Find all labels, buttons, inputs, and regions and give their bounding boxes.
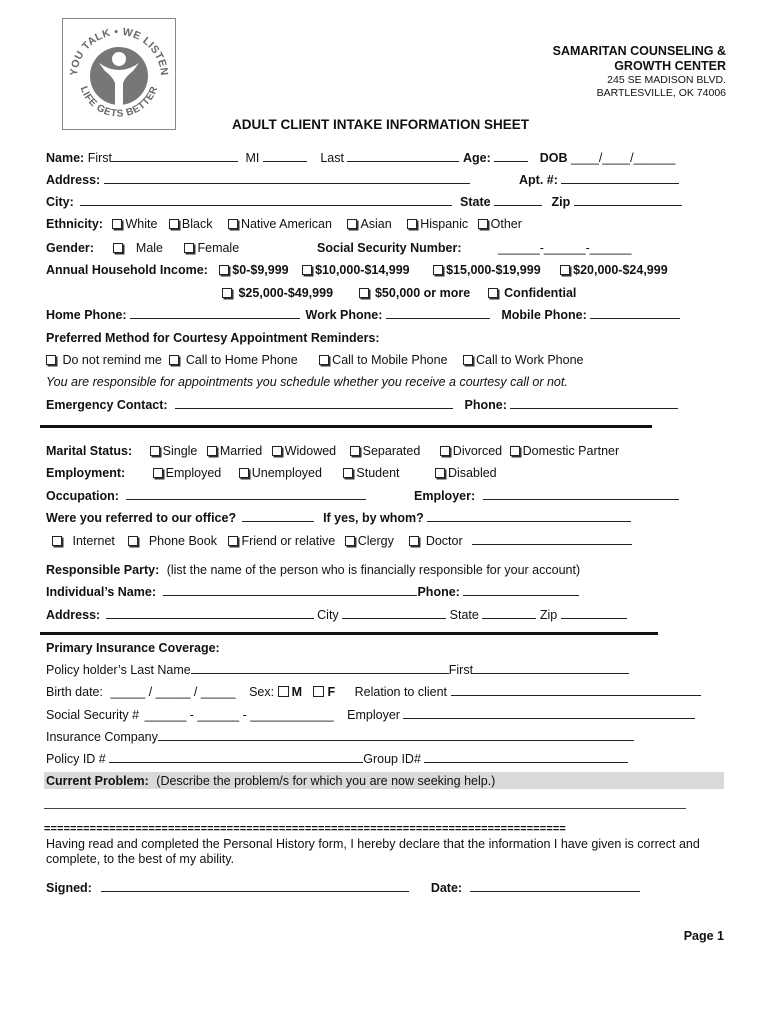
ethnicity-other-label: Other <box>490 217 522 231</box>
income-row2 <box>222 286 576 300</box>
income-15000-19999-label: $15,000-$19,999 <box>446 263 541 277</box>
employment-label: Employment: <box>46 466 126 480</box>
emergency-phone-label: Phone: <box>464 398 507 412</box>
income-25000-49999-checkbox[interactable] <box>222 288 232 298</box>
mi-field[interactable] <box>263 151 307 162</box>
group-id-label: Group ID# <box>363 752 421 766</box>
org-name-line1: SAMARITAN COUNSELING & <box>552 44 726 58</box>
org-name-line2: GROWTH CENTER <box>614 59 726 73</box>
first-name-field[interactable] <box>112 151 238 162</box>
marital-divorced-label: Divorced <box>452 444 503 458</box>
ethnicity-hispanic-checkbox[interactable] <box>407 219 417 229</box>
ins-ssn-label: Social Security # <box>46 708 140 722</box>
work-phone-field[interactable] <box>386 308 490 319</box>
insurance-company-field[interactable] <box>158 730 634 741</box>
gender-female-label: Female <box>197 241 240 255</box>
referred-field[interactable] <box>242 511 314 522</box>
gender-label: Gender: <box>46 241 94 255</box>
rp-state-label: State <box>449 608 479 622</box>
responsible-party-note: (list the name of the person who is financially responsible for your account) <box>166 563 581 577</box>
holder-first-field[interactable] <box>473 663 629 674</box>
individual-phone-field[interactable] <box>463 585 579 596</box>
declaration-text: Having read and completed the Personal History form, I hereby declare that the information I have given is correct and complete, to the best of my ability. <box>46 837 700 866</box>
signature-field[interactable] <box>101 881 409 892</box>
ethnicity-native-american-checkbox[interactable] <box>228 219 238 229</box>
dob-field[interactable]: ____/____/______ <box>571 151 676 165</box>
income-confidential-checkbox[interactable] <box>488 288 498 298</box>
birth-date-label: Birth date: <box>46 685 103 699</box>
current-problem-label: Current Problem: <box>46 774 149 788</box>
mi-label: MI <box>245 151 260 165</box>
ethnicity-row <box>46 217 522 231</box>
age-label: Age: <box>463 151 491 165</box>
zip-field[interactable] <box>574 195 682 206</box>
section-divider-2 <box>40 632 658 635</box>
rp-city-field[interactable] <box>342 608 446 619</box>
income-10000-14999-checkbox[interactable] <box>302 265 312 275</box>
date-field[interactable] <box>470 881 640 892</box>
ins-employer-field[interactable] <box>403 708 695 719</box>
last-name-field[interactable] <box>347 151 459 162</box>
holder-last-name-field[interactable] <box>191 663 449 674</box>
income-50000-more-label: $50,000 or more <box>374 286 471 300</box>
marital-domestic-partner-label: Domestic Partner <box>522 444 620 458</box>
employment-student-label: Student <box>356 466 400 480</box>
work-phone-label: Work Phone: <box>305 308 383 322</box>
referral-phone-book-label: Phone Book <box>148 534 217 548</box>
reminder-work-label: Call to Work Phone <box>476 353 584 367</box>
marital-divorced-checkbox[interactable] <box>440 446 450 456</box>
individual-name-label: Individual’s Name: <box>46 585 156 599</box>
ssn-label: Social Security Number: <box>317 241 462 255</box>
sex-f-checkbox[interactable] <box>313 686 324 697</box>
state-label: State <box>460 195 491 209</box>
ethnicity-white-checkbox[interactable] <box>112 219 122 229</box>
ethnicity-native-american-label: Native American <box>240 217 332 231</box>
referral-doctor-field[interactable] <box>472 534 632 545</box>
gender-male-checkbox[interactable] <box>113 243 123 253</box>
employment-unemployed-label: Unemployed <box>251 466 322 480</box>
logo-slogan-top: YOU TALK • WE LISTEN <box>67 25 171 77</box>
referral-clergy-checkbox[interactable] <box>345 536 355 546</box>
ethnicity-hispanic-label: Hispanic <box>420 217 469 231</box>
referral-clergy-label: Clergy <box>357 534 394 548</box>
reminder-row <box>46 353 583 367</box>
marital-married-label: Married <box>219 444 263 458</box>
sex-f-label: F <box>327 685 336 699</box>
date-label: Date: <box>430 881 463 895</box>
name-row <box>46 151 459 165</box>
page-number: Page 1 <box>683 929 724 943</box>
referral-phone-book-checkbox[interactable] <box>128 536 138 546</box>
zip-label: Zip <box>551 195 571 209</box>
sex-label: Sex: <box>249 685 275 699</box>
gender-male-label: Male <box>135 241 163 255</box>
ethnicity-black-label: Black <box>181 217 213 231</box>
referral-friend-label: Friend or relative <box>241 534 336 548</box>
income-0-9999-label: $0-$9,999 <box>232 263 289 277</box>
marital-separated-checkbox[interactable] <box>350 446 360 456</box>
logo-slogan-bottom: LIFE GETS BETTER <box>77 84 161 120</box>
referral-internet-checkbox[interactable] <box>52 536 62 546</box>
marital-label: Marital Status: <box>46 444 133 458</box>
employment-unemployed-checkbox[interactable] <box>239 468 249 478</box>
income-confidential-label: Confidential <box>504 286 577 300</box>
org-address-line2: BARTLESVILLE, OK 74006 <box>596 87 726 99</box>
occupation-label: Occupation: <box>46 489 119 503</box>
apt-label: Apt. #: <box>519 173 558 187</box>
name-label: Name: <box>46 151 85 165</box>
referred-by-field[interactable] <box>427 511 631 522</box>
income-15000-19999-checkbox[interactable] <box>433 265 443 275</box>
ethnicity-label: Ethnicity: <box>46 217 103 231</box>
individual-phone-label: Phone: <box>417 585 460 599</box>
ethnicity-white-label: White <box>125 217 158 231</box>
current-problem-note: (Describe the problem/s for which you are now seeking help.) <box>156 774 496 788</box>
sex-m-label: M <box>291 685 302 699</box>
ethnicity-asian-label: Asian <box>360 217 392 231</box>
marital-married-checkbox[interactable] <box>207 446 217 456</box>
referral-internet-label: Internet <box>72 534 115 548</box>
dob-label: DOB <box>539 151 568 165</box>
referred-label: Were you referred to our office? <box>46 511 237 525</box>
individual-name-field[interactable] <box>163 585 417 596</box>
income-row <box>46 263 668 277</box>
employment-disabled-label: Disabled <box>448 466 497 480</box>
occupation-field[interactable] <box>126 489 366 500</box>
rp-city-label: City <box>317 608 339 622</box>
insurance-company-label: Insurance Company <box>46 730 158 744</box>
rp-state-field[interactable] <box>482 608 536 619</box>
rp-address-label: Address: <box>46 608 101 622</box>
form-title: ADULT CLIENT INTAKE INFORMATION SHEET <box>232 117 529 132</box>
birth-date-field[interactable]: _____ / _____ / _____ <box>110 685 236 699</box>
marital-single-checkbox[interactable] <box>150 446 160 456</box>
address-label: Address: <box>46 173 101 187</box>
gender-female-checkbox[interactable] <box>184 243 194 253</box>
marital-widowed-label: Widowed <box>284 444 337 458</box>
org-header <box>553 44 726 100</box>
relation-field[interactable] <box>451 685 701 696</box>
sex-m-checkbox[interactable] <box>278 686 289 697</box>
city-field[interactable] <box>80 195 452 206</box>
signed-label: Signed: <box>46 881 92 895</box>
mobile-phone-label: Mobile Phone: <box>501 308 587 322</box>
marital-row <box>46 444 619 458</box>
rp-zip-label: Zip <box>539 608 558 622</box>
age-field[interactable] <box>494 151 528 162</box>
employment-student-checkbox[interactable] <box>343 468 353 478</box>
employer-label: Employer: <box>414 489 476 503</box>
income-50000-more-checkbox[interactable] <box>359 288 369 298</box>
income-label: Annual Household Income: <box>46 263 208 277</box>
referral-doctor-checkbox[interactable] <box>409 536 419 546</box>
section-divider-1 <box>40 425 652 428</box>
referral-friend-checkbox[interactable] <box>228 536 238 546</box>
group-id-field[interactable] <box>424 752 628 763</box>
emergency-contact-label: Emergency Contact: <box>46 398 168 412</box>
marital-single-label: Single <box>162 444 198 458</box>
reminder-heading: Preferred Method for Courtesy Appointment Reminders: <box>46 331 380 345</box>
employment-employed-checkbox[interactable] <box>153 468 163 478</box>
employment-disabled-checkbox[interactable] <box>435 468 445 478</box>
reminder-work-checkbox[interactable] <box>463 355 473 365</box>
logo-graphic <box>63 19 175 129</box>
mobile-phone-field[interactable] <box>590 308 680 319</box>
referral-doctor-label: Doctor <box>425 534 463 548</box>
income-25000-49999-label: $25,000-$49,999 <box>238 286 334 300</box>
relation-label: Relation to client <box>354 685 448 699</box>
reminder-home-checkbox[interactable] <box>169 355 179 365</box>
employment-row <box>46 466 497 480</box>
income-0-9999-checkbox[interactable] <box>219 265 229 275</box>
current-problem-field[interactable] <box>44 808 686 809</box>
marital-domestic-partner-checkbox[interactable] <box>510 446 520 456</box>
apt-field[interactable] <box>561 173 679 184</box>
emergency-contact-field[interactable] <box>175 398 453 409</box>
income-10000-14999-label: $10,000-$14,999 <box>315 263 410 277</box>
ethnicity-asian-checkbox[interactable] <box>347 219 357 229</box>
marital-separated-label: Separated <box>362 444 421 458</box>
income-20000-24999-label: $20,000-$24,999 <box>573 263 668 277</box>
age-dob-row <box>463 151 675 165</box>
last-label: Last <box>320 151 344 165</box>
ethnicity-black-checkbox[interactable] <box>169 219 179 229</box>
policy-id-field[interactable] <box>109 752 363 763</box>
address-field[interactable] <box>104 173 470 184</box>
home-phone-field[interactable] <box>130 308 300 319</box>
gender-row <box>46 241 239 255</box>
policy-id-label: Policy ID # <box>46 752 106 766</box>
home-phone-label: Home Phone: <box>46 308 127 322</box>
ins-ssn-field[interactable]: ______ - ______ - ____________ <box>144 708 334 722</box>
appointment-note: You are responsible for appointments you schedule whether you receive a courtesy call or not. <box>46 375 568 389</box>
holder-first-label: First <box>448 663 474 677</box>
marital-widowed-checkbox[interactable] <box>272 446 282 456</box>
responsible-party-label: Responsible Party: <box>46 563 160 577</box>
rp-address-field[interactable] <box>106 608 314 619</box>
reminder-mobile-label: Call to Mobile Phone <box>332 353 448 367</box>
referred-by-label: If yes, by whom? <box>323 511 424 525</box>
employer-field[interactable] <box>483 489 679 500</box>
rp-zip-field[interactable] <box>561 608 627 619</box>
emergency-phone-field[interactable] <box>510 398 678 409</box>
ssn-field[interactable]: ______-______-______ <box>498 241 632 255</box>
ethnicity-other-checkbox[interactable] <box>478 219 488 229</box>
separator-equals: ================================================================================ <box>44 823 566 835</box>
city-label: City: <box>46 195 74 209</box>
org-address-line1: 245 SE MADISON BLVD. <box>607 74 726 86</box>
state-field[interactable] <box>494 195 542 206</box>
holder-last-name-label: Policy holder’s Last Name <box>46 663 191 677</box>
reminder-mobile-checkbox[interactable] <box>319 355 329 365</box>
logo <box>62 18 176 130</box>
first-label: First <box>87 151 113 165</box>
income-20000-24999-checkbox[interactable] <box>560 265 570 275</box>
ins-employer-label: Employer <box>347 708 400 722</box>
reminder-home-label: Call to Home Phone <box>185 353 298 367</box>
referral-row <box>52 534 632 548</box>
reminder-none-label: Do not remind me <box>62 353 162 367</box>
reminder-none-checkbox[interactable] <box>46 355 56 365</box>
insurance-heading: Primary Insurance Coverage: <box>46 641 220 655</box>
employment-employed-label: Employed <box>165 466 222 480</box>
